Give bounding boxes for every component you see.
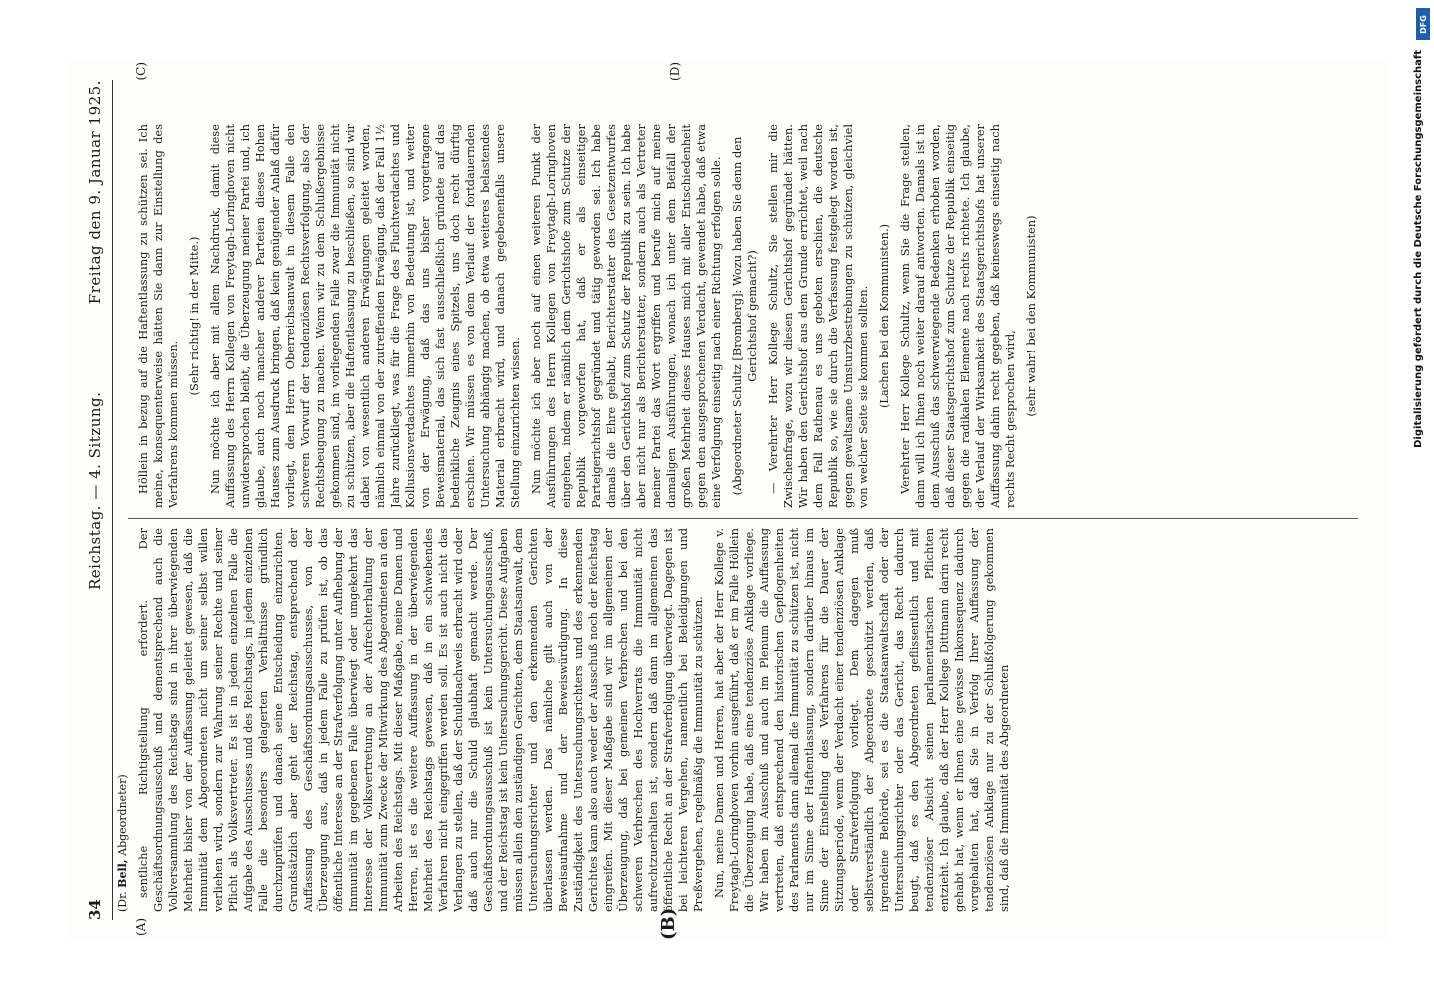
page-number: 34 xyxy=(86,899,104,920)
dfg-logo xyxy=(1416,8,1430,40)
session-date: Freitag den 9. Januar 1925. xyxy=(86,80,104,305)
interjection: (Sehr richtig! in der Mitte.) xyxy=(187,236,201,396)
paragraph: Verehrter Herr Kollege Schultz, wenn Sie die Frage stellen, dann will ich Ihnen noch weiter darauf antworten. Damals ist in dem Ausschuß das schwerwiegende Bedenken erhoben worden, daß dieser Staatsgerichtshof zum Schutze der Republik einseitig gegen die radikalen Elemente nach rechts richtete. Ich glaube, der Verlauf der Wirksamkeit des Staatsgerichtshofs hat unserer Auffassung dahin recht gegeben, daß keineswegs einseitig nach rechts Recht gesprochen wird, xyxy=(898,124,1017,508)
margin-mark-d: (D) xyxy=(668,62,682,81)
digitization-credit-sidebar xyxy=(1408,8,1430,992)
speaker-line: (Dr. Bell, Abgeordneter) xyxy=(116,774,129,912)
margin-mark-b: (B) xyxy=(658,907,679,940)
left-column xyxy=(136,528,1368,912)
interjection: (sehr wahr! bei den Kommunisten) xyxy=(1024,215,1038,417)
paragraph: — Verehrter Herr Kollege Schultz, Sie stellen mir die Zwischenfrage, wozu wir diesen Gerichtshof gegründet hätten. Wir haben den Gerichtshof aus dem Grunde errichtet, weil nach dem Fall Rathenau es uns geboten erschien, die deutsche Republik so, wie sie durch die Verfassung festgelegt worden ist, gegen gewaltsame Umsturzbestrebungen zu schützen, gleichviel von welcher Seite sie kommen sollten. xyxy=(766,124,870,508)
paragraph: sentliche Richtigstellung erfordert. Der Geschäftsordnungsausschuß und dementsprechend auch die Vollversammlung des Reichstags sind in ihrer überwiegenden Mehrheit bisher von der Auffassung geleitet gewesen, daß die Immunität dem Abgeordneten nicht um seiner selbst willen verliehen wird, sondern zur Wahrung seiner Rechte und seiner Pflicht als Volksvertreter. Es ist in jedem einzelnen Falle die Aufgabe des Ausschusses und des Reichstags, in jedem einzelnen Falle die besonders gelagerten Verhältnisse gründlich durchzuprüfen und danach seine Entscheidung einzurichten. Grundsätzlich aber geht der Reichstag, entsprechend der Auffassung des Geschäftsordnungsausschusses, von der Überzeugung aus, daß in jedem Falle zu prüfen ist, ob das öffentliche Interesse an der Strafverfolgung unter Aufhebung der Immunität im gegebenen Falle überwiegt oder umgekehrt das Interesse der Volksvertretung an der Aufrechterhaltung der Immunität zum Zwecke der Mitwirkung des Abgeordneten an den Arbeiten des Reichstags. Mit dieser Maßgabe, meine Damen und Herren, ist es die weitere Auffassung in der überwiegenden Mehrheit des Reichstags gewesen, daß in ein schwebendes Verfahren nicht eingegriffen werden soll. Es ist auch nicht das Verlangen zu stellen, daß der Schuldnachweis erbracht wird oder daß auch nur die Schuld glaubhaft gemacht werde. Der Geschäftsordnungsausschuß ist kein Untersuchungsausschuß, und der Reichstag ist kein Untersuchungsgericht. Diese Aufgaben müssen allein den zuständigen Gerichten, dem Staatsanwalt, dem Untersuchungsrichter und den erkennenden Gerichten überlassen werden. Das nämliche gilt auch von der Beweisaufnahme und der Beweiswürdigung. In diese Zuständigkeit des Untersuchungsrichters und des erkennenden Gerichtes kann also auch weder der Ausschuß noch der Reichstag eingreifen. Mit dieser Maßgabe sind wir im allgemeinen der Überzeugung, daß bei gemeinen Verbrechen und bei den schweren Verbrechen des Hochverrats die Immunität nicht aufrechtzuerhalten ist, sondern daß dann im allgemeinen das öffentliche Recht an der Strafverfolgung überwiegt. Dagegen ist bei leichteren Vergehen, namentlich bei Beleidigungen und Preßvergehen, regelmäßig die Immunität zu schützen. xyxy=(136,528,705,912)
header-rule xyxy=(112,80,113,920)
page-header xyxy=(82,80,112,920)
margin-mark-a: (A) xyxy=(134,917,148,936)
running-title: Reichstag. — 4. Sitzung. xyxy=(86,391,104,590)
paragraph: Nun, meine Damen und Herren, hat aber der Herr Kollege v. Freytagh-Loringhoven vorhin ausgeführt, daß er im Falle Höllein die Überzeugung habe, daß eine tendenziöse Anklage vorliege. Wir haben im Ausschuß und auch im Plenum die Auffassung vertreten, daß entsprechend den historischen Gepflogenheiten des Parlaments dann allemal die Immunität zu schützen ist, nicht nur im Sinne der Haftentlassung, sondern darüber hinaus im Sinne der Einstellung des Verfahrens für die Dauer der Sitzungsperiode, wenn der Verdacht einer tendenziösen Anklage oder Strafverfolgung vorliegt. Dem dagegen muß selbstverständlich der Abgeordnete geschützt werden, daß irgendeine Behörde, sei es die Staatsanwaltschaft oder der Untersuchungsrichter oder das Gericht, das Recht dadurch beugt, daß es den Abgeordneten geflissentlich und mit tendenziöser Absicht seinen parlamentarischen Pflichten entzieht. Ich glaube, daß der Herr Kollege Dittmann darin recht gehabt hat, wenn er Ihnen eine gewisse Inkonsequenz dadurch vorgehalten hat, daß Sie in Verfolg Ihrer Auffassung der tendenziösen Anklage nur zu der Schlußfolgerung gekommen sind, daß die Immunität des Abgeordneten xyxy=(712,528,1011,912)
interjection: (Abgeordneter Schultz [Bromberg]: Wozu haben Sie denn den Gerichtshof gemacht?) xyxy=(730,136,759,496)
column-divider xyxy=(128,518,1358,519)
document-page xyxy=(68,60,1388,940)
paragraph: Höllein in bezug auf die Haftentlassung zu schützen sei. Ich meine, konsequenterweise hätten Sie dann zur Einstellung des Verfahrens kommen müssen. xyxy=(136,124,180,508)
paragraph: Nun möchte ich aber mit allem Nachdruck, damit diese Auffassung des Herrn Kollegen von Freytagh-Loringhoven nicht unwidersprochen bleibt, die Überzeugung meiner Partei und, ich glaube, auch noch mancher anderer Parteien dieses Hohen Hauses zum Ausdruck bringen, daß kein genügender Anlaß dafür vorliegt, dem Herrn Oberreichsanwalt in diesem Falle den schweren Vorwurf der tendenziösen Rechtsverfolgung, also der Rechtsbeugung zu machen. Wenn wir zu dem Schlußergebnisse gekommen sind, im vorliegenden Falle zwar die Immunität nicht zu schützen, aber die Haftentlassung zu beschließen, so sind wir dabei von wesentlich anderen Erwägungen geleitet worden, nämlich einmal von der zutreffenden Erwägung, daß der Fall 1½ Jahre zurückliegt, was für die Frage des Fluchtverdachtes und Kollusionsverdachtes immerhin von Bedeutung ist, und weiter von der Erwägung, daß das uns bisher vorgetragene Beweismaterial, das sich fast ausschließlich gründete auf das bedenkliche Zeugnis eines Spitzels, uns doch recht dürftig erschien. Wir müssen es von dem Verlauf der fortdauernden Untersuchung abhängig machen, ob etwa weiteres belastendes Material erbracht wird, und danach gegebenenfalls unsere Stellung einzurichten wissen. xyxy=(208,124,522,508)
right-column xyxy=(136,124,1368,508)
margin-mark-c: (C) xyxy=(134,62,148,81)
paragraph: Nun möchte ich aber noch auf einen weiteren Punkt der Ausführungen des Herrn Kollegen von Freytagh-Loringhoven eingehen, indem er nämlich dem Gerichtshofe zum Schutze der Republik vorgeworfen hat, daß er als einseitiger Parteigerichtshof gegründet und tätig geworden sei. Ich habe damals die Ehre gehabt, Berichterstatter des Gesetzentwurfes über den Gerichtshof zum Schutz der Republik zu sein. Ich habe aber nicht nur als Berichterstatter, sondern auch als Vertreter meiner Partei das Wort ergriffen und berufe mich auf meine damaligen Ausführungen, wonach ich unter dem Beifall der großen Mehrheit dieses Hauses mich mit aller Entschiedenheit gegen den ausgesprochenen Verdacht, gewendet habe, daß etwa eine Verfolgung einseitig nach einer Richtung erfolgen solle. xyxy=(529,124,723,508)
dfg-logo-text: DFG xyxy=(1418,14,1428,34)
speaker-name: Bell, xyxy=(116,859,129,888)
credit-text: Digitalisierung gefördert durch die Deutsche Forschungsgemeinschaft xyxy=(1413,50,1424,448)
speaker-role: Abgeordneter xyxy=(116,778,129,856)
interjection: (Lachen bei den Kommunisten.) xyxy=(877,223,891,409)
